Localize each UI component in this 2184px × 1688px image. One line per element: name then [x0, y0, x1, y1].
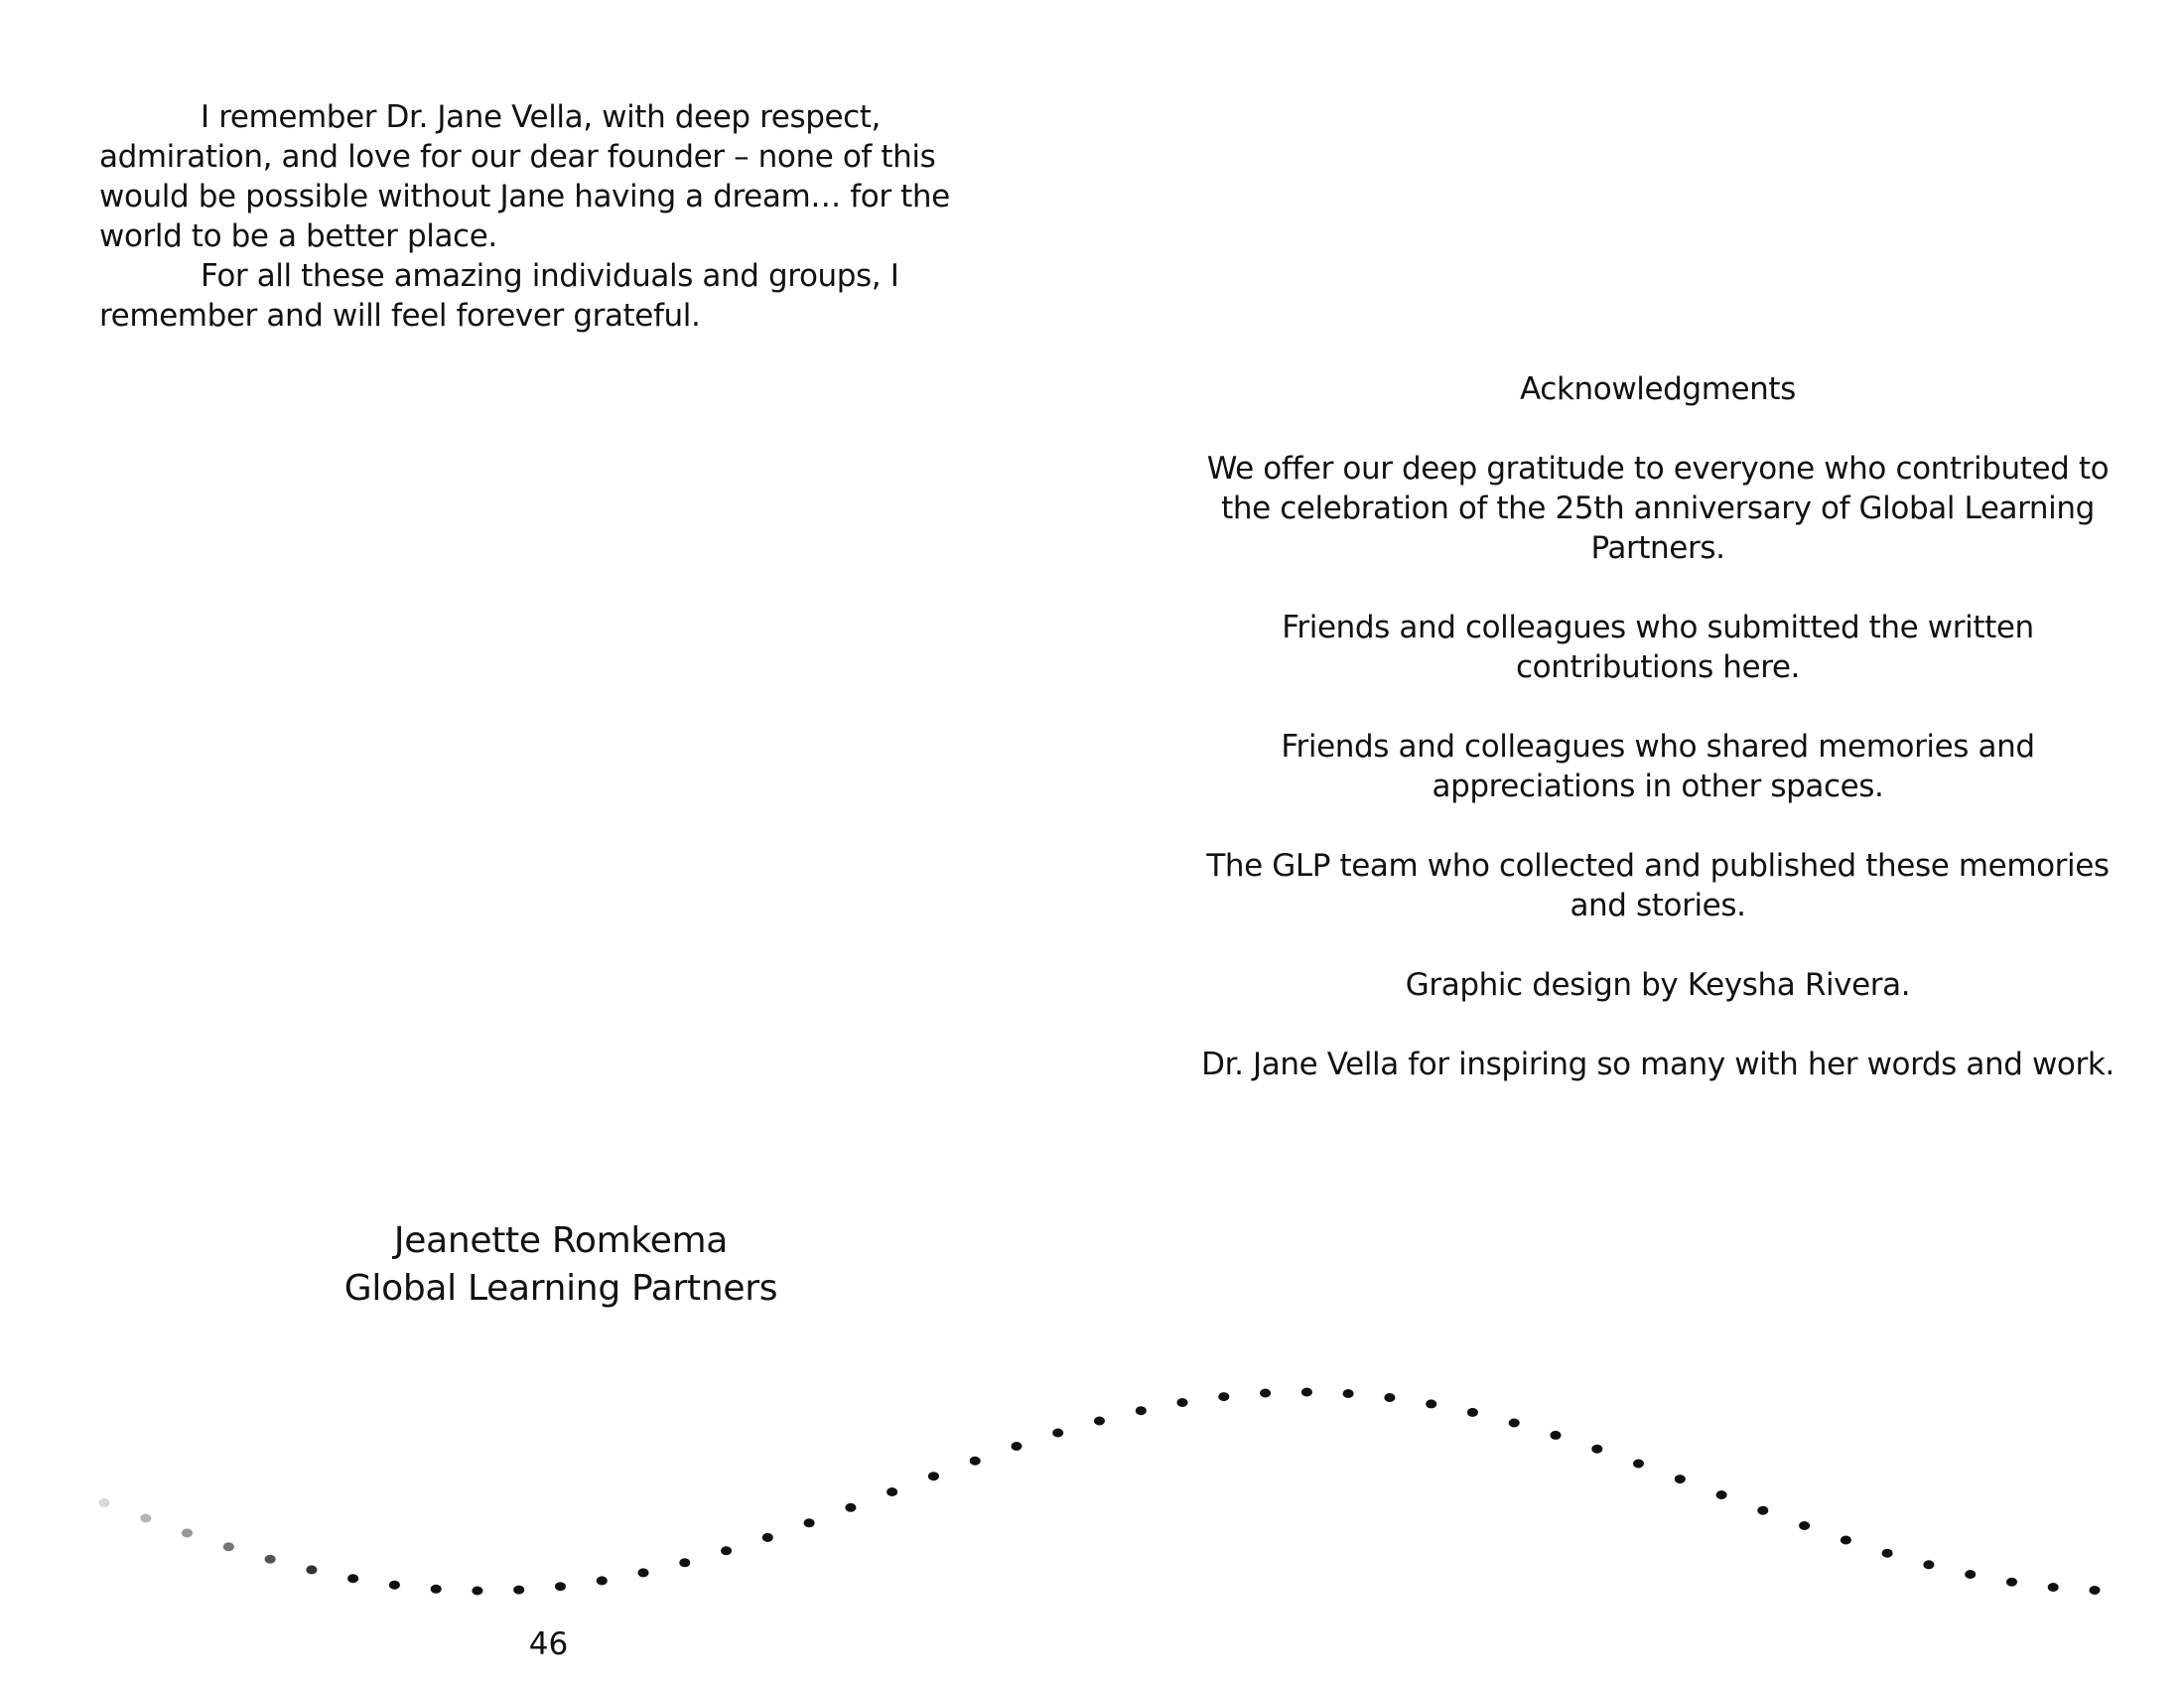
wave-dot: [182, 1528, 193, 1537]
wave-dot: [1218, 1392, 1229, 1401]
wave-dot: [1384, 1393, 1395, 1402]
left-paragraph-1: I remember Dr. Jane Vella, with deep respect, admiration, and love for our dear founder – none of this would be possible without Jane having a dream… for the world to be a better place.: [99, 99, 950, 254]
wave-dot: [1633, 1460, 1644, 1469]
wave-dot: [1716, 1490, 1727, 1499]
wave-dot: [555, 1582, 566, 1591]
wave-dot: [265, 1555, 276, 1564]
wave-dot: [1841, 1536, 1851, 1545]
wave-dot: [2090, 1586, 2101, 1595]
wave-dot: [1343, 1389, 1354, 1398]
wave-dot: [970, 1457, 981, 1466]
wave-dot: [1882, 1549, 1893, 1558]
wave-dot: [1591, 1445, 1602, 1454]
wave-dot: [1260, 1389, 1271, 1398]
wave-dot: [762, 1533, 773, 1542]
wave-dot: [1136, 1406, 1147, 1415]
wave-dot: [389, 1581, 400, 1590]
page-number: 46: [528, 1626, 569, 1662]
wave-dot: [679, 1558, 690, 1567]
wave-dot: [845, 1503, 856, 1512]
wave-dot: [99, 1498, 110, 1507]
ack-paragraph-6: Dr. Jane Vella for inspiring so many with her words and work.: [1201, 1047, 2115, 1082]
wave-dot: [1052, 1429, 1063, 1438]
wave-dot: [1757, 1506, 1768, 1515]
wave-dot: [1551, 1431, 1562, 1440]
wave-dot: [1799, 1521, 1810, 1530]
ack-paragraph-1: We offer our deep gratitude to everyone who contributed to the celebration of the 25th anniversary of Global Learning Partners.: [1206, 451, 2110, 566]
wave-dot: [347, 1574, 358, 1583]
signature-organization: Global Learning Partners: [343, 1268, 778, 1309]
wave-dot: [887, 1487, 897, 1496]
wave-dot: [1675, 1475, 1686, 1483]
wave-dot: [1923, 1560, 1934, 1569]
wave-dot: [804, 1518, 815, 1527]
wave-dot: [721, 1546, 732, 1555]
wave-dot: [1467, 1408, 1478, 1417]
ack-paragraph-5: Graphic design by Keysha Rivera.: [1405, 967, 1911, 1003]
left-paragraph-2: For all these amazing individuals and groups, I remember and will feel forever grateful.: [99, 258, 899, 334]
ack-paragraph-4: The GLP team who collected and published these memories and stories.: [1206, 848, 2110, 923]
wave-dot: [513, 1586, 524, 1595]
wave-dot: [306, 1565, 317, 1574]
signature-name: Jeanette Romkema: [393, 1220, 729, 1261]
wave-dot: [1509, 1419, 1520, 1428]
wave-dot: [223, 1542, 234, 1551]
wave-dot: [1094, 1417, 1105, 1426]
acknowledgments-heading: Acknowledgments: [1520, 371, 1796, 407]
wave-dot: [1012, 1442, 1023, 1451]
ack-paragraph-2: Friends and colleagues who submitted the written contributions here.: [1282, 610, 2034, 685]
wave-dot: [1177, 1398, 1188, 1407]
wave-dot: [2006, 1578, 2017, 1587]
wave-dot: [597, 1576, 608, 1585]
wave-dot: [431, 1585, 442, 1594]
wave-dot: [638, 1568, 649, 1577]
wave-dot: [1426, 1399, 1436, 1408]
wave-dot: [2048, 1583, 2059, 1592]
wave-dot: [928, 1472, 939, 1480]
wave-dot: [1965, 1570, 1976, 1579]
wave-dot: [472, 1587, 482, 1596]
wave-dot: [1301, 1388, 1312, 1397]
wave-dot: [140, 1514, 151, 1523]
ack-paragraph-3: Friends and colleagues who shared memories and appreciations in other spaces.: [1281, 729, 2035, 804]
